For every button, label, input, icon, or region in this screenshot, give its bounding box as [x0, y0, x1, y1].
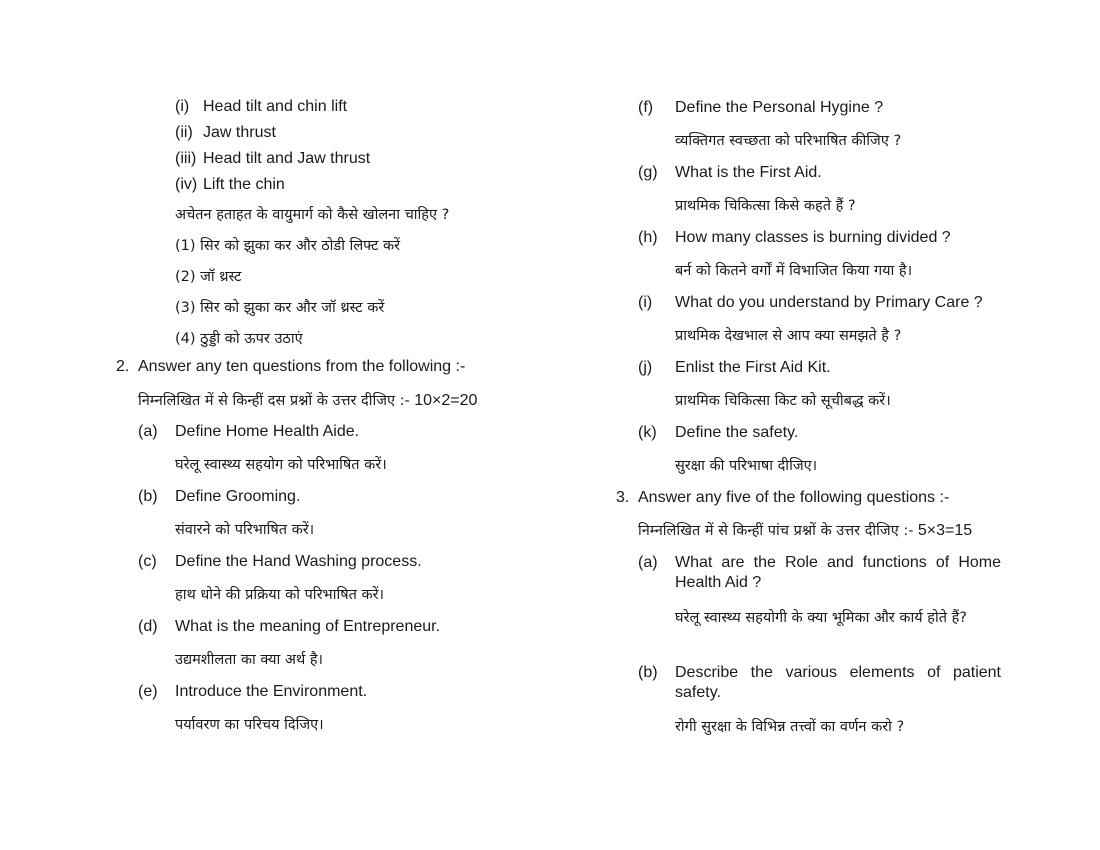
- q1-option-4: [175, 175, 285, 195]
- q3-item-b-label: (b): [638, 664, 658, 681]
- option-text: Head tilt and chin lift: [203, 98, 348, 115]
- item-label: (a): [138, 423, 158, 440]
- q3-item-a-hindi: घरेलू स्वास्थ्य सहयोगी के क्या भूमिका और कार्य होते हैं?: [675, 610, 967, 626]
- q2-hindi-heading: [138, 391, 477, 411]
- q2-item-k: [638, 423, 798, 443]
- q2-item-c: [138, 552, 422, 572]
- q2-item-c-hindi: हाथ धोने की प्रक्रिया को परिभाषित करें।: [175, 587, 385, 603]
- q1-option-1: [175, 97, 347, 117]
- q3-item-a-label: (a): [638, 554, 658, 571]
- option-text: Head tilt and Jaw thrust: [203, 150, 371, 167]
- q2-item-h-hindi: बर्न को कितने वर्गों में विभाजित किया गया है।: [675, 263, 913, 279]
- q2-item-h: [638, 228, 951, 248]
- item-label: (d): [138, 618, 158, 635]
- item-english: What is the First Aid.: [675, 164, 822, 181]
- item-english: What is the meaning of Entrepreneur.: [175, 618, 441, 635]
- q2-item-f-hindi: व्यक्तिगत स्वच्छता को परिभाषित कीजिए ?: [675, 133, 902, 149]
- question-hindi-title: निम्नलिखित में से किन्हीं दस प्रश्नों के उत्तर दीजिए :-: [138, 393, 410, 409]
- q3-item-b: Describe the various elements of patient safety.: [675, 664, 1001, 701]
- q2-item-e: [138, 682, 367, 702]
- q2-item-j: [638, 358, 831, 378]
- q2-item-d-hindi: उद्यमशीलता का क्या अर्थ है।: [175, 652, 324, 668]
- item-label: (i): [638, 294, 653, 311]
- question-title: Answer any five of the following questions :-: [638, 489, 950, 506]
- q3-item-a: What are the Role and functions of Home Health Aid ?: [675, 554, 1001, 591]
- q3-heading: [616, 488, 949, 508]
- question-marks: 5×3=15: [917, 522, 973, 539]
- q1-hindi-option-1: (1) सिर को झुका कर और ठोडी लिफ्ट करें: [175, 238, 401, 254]
- q2-item-k-hindi: सुरक्षा की परिभाषा दीजिए।: [675, 458, 818, 474]
- question-number: 3.: [616, 489, 630, 506]
- option-number: (iv): [175, 176, 198, 193]
- question-hindi-title: निम्नलिखित में से किन्हीं पांच प्रश्नों के उत्तर दीजिए :-: [638, 523, 914, 539]
- q2-item-j-hindi: प्राथमिक चिकित्सा किट को सूचीबद्ध करें।: [675, 393, 891, 409]
- q2-heading: [116, 357, 465, 377]
- item-english: What do you understand by Primary Care ?: [675, 294, 983, 311]
- q2-item-g: [638, 163, 822, 183]
- item-label: (b): [138, 488, 158, 505]
- item-english: Define the safety.: [675, 424, 799, 441]
- q2-item-e-hindi: पर्यावरण का परिचय दिजिए।: [175, 717, 324, 733]
- option-text: Jaw thrust: [203, 124, 276, 141]
- q2-item-i-hindi: प्राथमिक देखभाल से आप क्या समझते है ?: [675, 328, 902, 344]
- item-english: Introduce the Environment.: [175, 683, 368, 700]
- option-number: (i): [175, 98, 190, 115]
- item-english: Enlist the First Aid Kit.: [675, 359, 831, 376]
- q1-hindi-question: अचेतन हताहत के वायुमार्ग को कैसे खोलना चाहिए ?: [175, 207, 450, 223]
- option-number: (iii): [175, 150, 197, 167]
- option-number: (ii): [175, 124, 193, 141]
- item-label: (h): [638, 229, 658, 246]
- question-marks: 10×2=20: [414, 392, 478, 409]
- q1-option-3: [175, 149, 370, 169]
- question-title: Answer any ten questions from the following :-: [138, 358, 466, 375]
- q1-hindi-option-4: (4) ठुड्डी को ऊपर उठाएं: [175, 331, 303, 347]
- q2-item-a-hindi: घरेलू स्वास्थ्य सहयोग को परिभाषित करें।: [175, 457, 387, 473]
- q1-option-2: [175, 123, 276, 143]
- item-label: (k): [638, 424, 657, 441]
- q2-item-i: [638, 293, 983, 313]
- q2-item-g-hindi: प्राथमिक चिकित्सा किसे कहते हैं ?: [675, 198, 856, 214]
- item-label: (f): [638, 99, 654, 116]
- q2-item-a: [138, 422, 359, 442]
- item-label: (j): [638, 359, 653, 376]
- q2-item-f: [638, 98, 883, 118]
- q1-hindi-option-2: (2) जॉ थ्रस्ट: [175, 269, 242, 285]
- item-english: How many classes is burning divided ?: [675, 229, 951, 246]
- item-english: Define the Hand Washing process.: [175, 553, 422, 570]
- item-label: (e): [138, 683, 158, 700]
- item-label: (c): [138, 553, 157, 570]
- q3-hindi-heading: [638, 521, 972, 541]
- q1-hindi-option-3: (3) सिर को झुका कर और जॉ थ्रस्ट करें: [175, 300, 385, 316]
- q2-item-b: [138, 487, 300, 507]
- item-label: (g): [638, 164, 658, 181]
- item-english: Define the Personal Hygine ?: [675, 99, 884, 116]
- option-text: Lift the chin: [203, 176, 285, 193]
- q2-item-b-hindi: संवारने को परिभाषित करें।: [175, 522, 315, 538]
- item-english: Define Grooming.: [175, 488, 301, 505]
- q2-item-d: [138, 617, 440, 637]
- q3-item-b-hindi: रोगी सुरक्षा के विभिन्न तत्त्वों का वर्णन करो ?: [675, 719, 905, 735]
- question-number: 2.: [116, 358, 130, 375]
- item-english: Define Home Health Aide.: [175, 423, 360, 440]
